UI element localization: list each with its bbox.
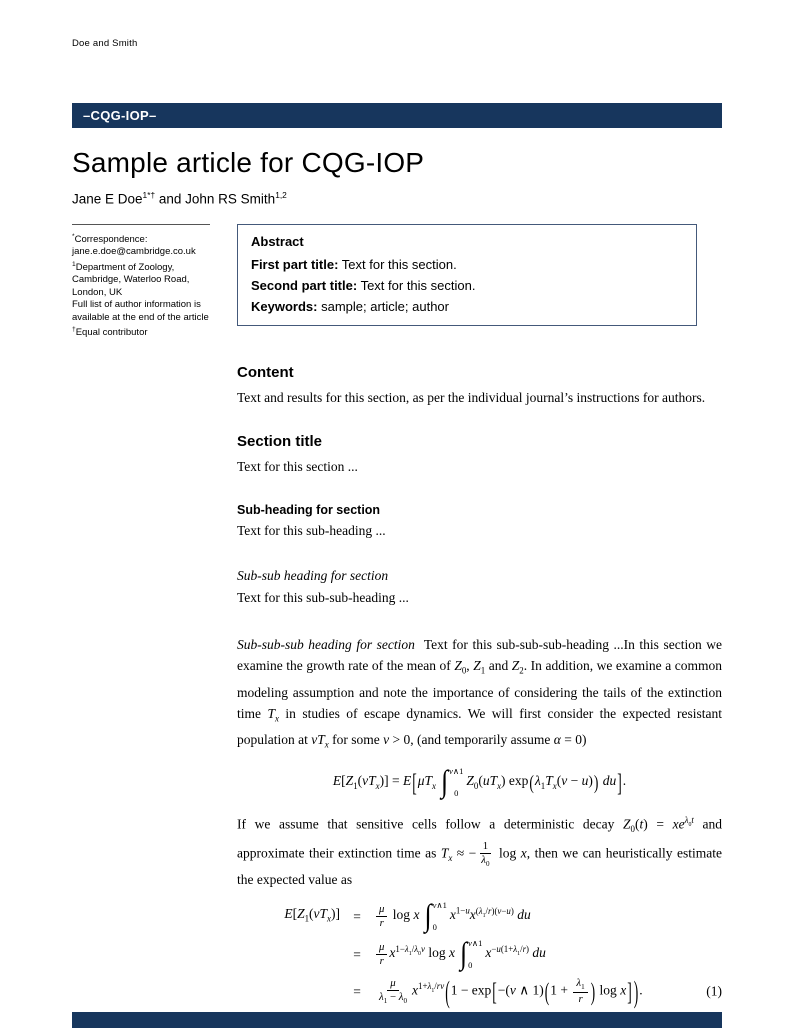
author-1-affiliation-marks: 1*† [142,190,156,200]
margin-note-text: available at the end of the article [72,311,209,323]
abstract-item-text: Text for this section. [341,256,457,272]
authors-connector: and [155,191,186,207]
section-heading-content: Content [237,363,294,381]
abstract-heading: Abstract [251,233,304,249]
equation-rhs: $\frac{\mu}{r}$ $x^{1-\lambda_1/\lambda_0v}$ log x ∫ v∧1 0 $x^{-u(1+\lambda_1/r)}$ du [374,938,722,970]
aligned-equations [237,898,722,1009]
equals-sign: = [353,983,361,999]
author-info-note [72,312,210,325]
author-2-affiliation-marks: 1,2 [275,190,287,200]
abstract-row [72,224,722,340]
paragraph-with-runin-heading: Sub-sub-sub heading for section Text for this sub-sub-sub-heading ...In this section we examine the growth rate of the mean of $Z_0$, $Z_1$ and $Z_2$. In addition, we examine a common modeling assumption and note the importance of considering the tails of the extinction time $T_x$ in studies of escape dynamics. We will first consider the expected resistant population at $vT_x$ for some v > 0, (and temporarily assume α = 0) [237,636,722,751]
paragraph: Text for this section ... [237,458,358,474]
equation-row-3 [237,974,722,1009]
margin-note-text: Full list of author information is [72,299,201,311]
affiliation-line [72,274,210,287]
abstract-item-label: First part title: [251,256,339,272]
running-head: Doe and Smith [72,38,138,49]
footnote-marker: 1 [72,260,76,268]
journal-banner-label: –CQG-IOP– [83,108,157,123]
abstract-item-label: Second part title: [251,277,358,293]
article-title: Sample article for CQG-IOP [72,147,425,178]
margin-note-text: Correspondence: [74,233,148,245]
abstract-item-label: Keywords: [251,298,318,314]
correspondence-label [72,231,210,247]
paragraph: Text for this sub-sub-heading ... [237,589,409,605]
author-1-name: Jane E Doe [72,191,143,207]
margin-note-text: Equal contributor [75,327,148,339]
content-section [237,364,722,408]
abstract-box [237,224,697,326]
margin-note-text: Department of Zoology, [75,261,175,273]
article-page [72,0,722,1012]
display-equation: $E[Z_1(vT_x)] = E[\mu T_x$ ∫ v∧1 0 $Z_0(uT_x) \exp(\lambda_1T_x(v - u))$ du]. [332,764,627,799]
abstract-item [251,275,683,296]
equals-sign: = [353,946,361,962]
correspondence-email [72,246,210,259]
article-body [237,363,722,1009]
equation-row-2 [237,938,722,970]
abstract-item [251,296,683,317]
footnote-marker: † [72,326,76,334]
footnote-marker: * [72,232,75,240]
author-2-name: John RS Smith [185,191,276,207]
subsubsection-heading: Sub-sub heading for section [237,567,389,583]
equation-row-1 [237,900,722,932]
subsection-heading: Sub-heading for section [237,502,381,517]
affiliation-line [72,287,210,300]
authors-line [72,190,722,207]
margin-note-text: London, UK [72,286,123,298]
paragraph: Text for this sub-heading ... [237,522,386,538]
margin-notes [72,224,210,340]
margin-note-text: Cambridge, Waterloo Road, [72,274,190,286]
equation-rhs: $\frac{\mu}{\lambda_1 - \lambda_0}$ $x^{1+\lambda_1/rv}(1 - \exp[-(v$ ∧ 1)(1 + $\frac{\lambda_1}{r}$ ) log x] ). [379,974,643,1009]
section-title-block [237,433,722,477]
equal-contributor-note [72,324,210,340]
abstract-item [251,254,683,275]
paragraph: If we assume that sensitive cells follow a deterministic decay $Z_0(t) = xe^{\lambda_0t}$ and approximate their extinction time as $T_x$ ≈ − $\frac{1}{\lambda_0}$ log x, then we can heuristically estimate the expected value as [237,815,722,888]
section-heading: Section title [237,432,323,450]
margin-note-text: jane.e.doe@cambridge.co.uk [72,246,196,258]
footer-bar [72,1012,722,1028]
equation-number: (1) [706,983,722,999]
affiliation-line [72,259,210,275]
equation-rhs: $\frac{\mu}{r}$ log x ∫ v∧1 0 $x^{1-u}x^{(\lambda_1/r)(v-u)}$ du [374,900,722,932]
subsection-block [237,503,722,541]
paragraph: Text and results for this section, as per the individual journal’s instructions for authors. [237,389,706,405]
abstract-item-text: Text for this section. [360,277,476,293]
subsubsection-block [237,568,722,608]
journal-banner [72,103,722,128]
author-info-note [72,299,210,312]
equals-sign: = [353,908,361,924]
equation-lhs: $E[Z_1(vT_x)]$ [284,905,340,924]
abstract-item-text: sample; article; author [321,298,449,314]
